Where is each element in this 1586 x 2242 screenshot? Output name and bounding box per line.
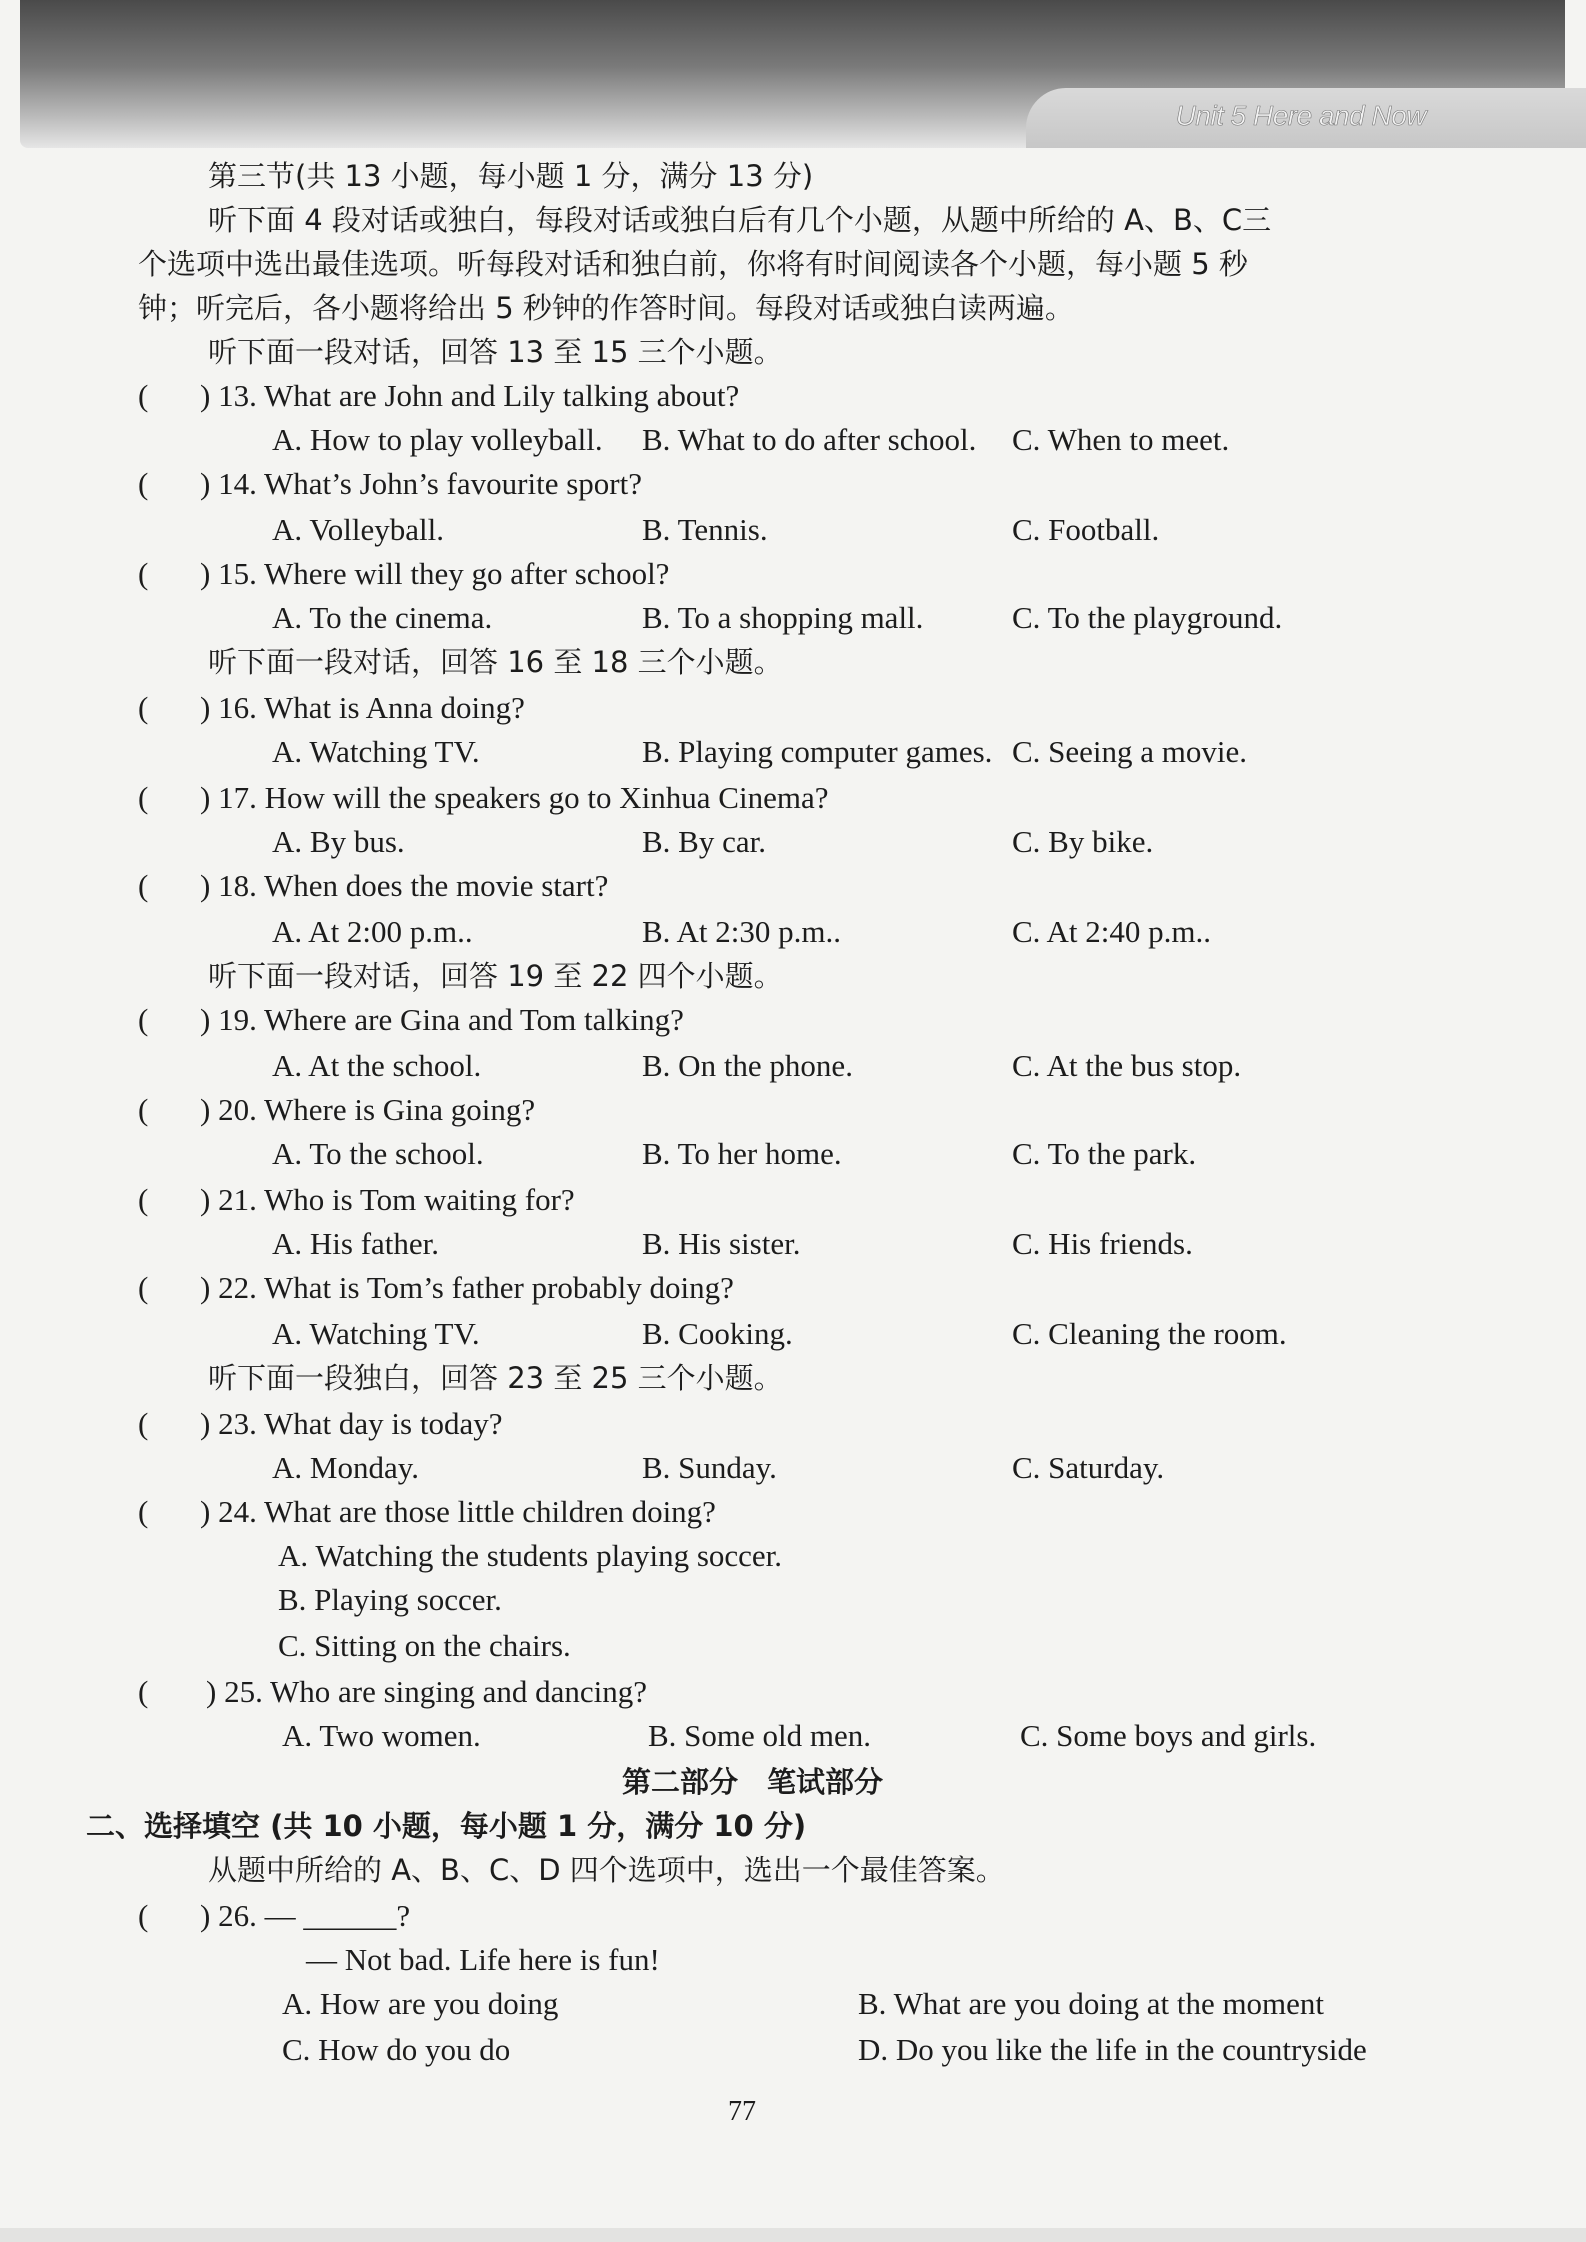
- option-b[interactable]: B. Some old men.: [648, 1718, 872, 1753]
- instruction-line: 从题中所给的 A、B、C、D 四个选项中，选出一个最佳答案。: [208, 1853, 1005, 1887]
- option-c[interactable]: C. Cleaning the room.: [1012, 1316, 1287, 1351]
- section-title: 第三节(共 13 小题，每小题 1 分，满分 13 分): [208, 159, 814, 193]
- question-stem: ) 16. What is Anna doing?: [200, 690, 525, 725]
- option-c[interactable]: C. At the bus stop.: [1012, 1048, 1242, 1083]
- option-b[interactable]: B. What are you doing at the moment: [858, 1986, 1325, 2021]
- option-a[interactable]: A. How to play volleyball.: [272, 422, 603, 457]
- group-heading: 听下面一段对话，回答 16 至 18 三个小题。: [208, 645, 783, 679]
- answer-paren[interactable]: (: [138, 868, 149, 903]
- option-a[interactable]: A. To the cinema.: [272, 600, 493, 635]
- instruction-line-2: 个选项中选出最佳选项。听每段对话和独白前，你将有时间阅读各个小题，每小题 5 秒: [138, 247, 1248, 281]
- option-b[interactable]: B. At 2:30 p.m..: [642, 914, 841, 949]
- option-a[interactable]: A. Two women.: [282, 1718, 481, 1753]
- answer-paren[interactable]: (: [138, 1406, 149, 1441]
- question-stem: ) 15. Where will they go after school?: [200, 556, 670, 591]
- answer-paren[interactable]: (: [138, 1182, 149, 1217]
- answer-paren[interactable]: (: [138, 1270, 149, 1305]
- option-c[interactable]: C. To the playground.: [1012, 600, 1283, 635]
- answer-paren[interactable]: (: [138, 780, 149, 815]
- option-c[interactable]: C. Sitting on the chairs.: [278, 1628, 571, 1663]
- option-b[interactable]: B. Tennis.: [642, 512, 768, 547]
- page-bottom-edge: [0, 2228, 1586, 2242]
- option-c[interactable]: C. When to meet.: [1012, 422, 1230, 457]
- option-b[interactable]: B. To a shopping mall.: [642, 600, 924, 635]
- option-b[interactable]: B. On the phone.: [642, 1048, 853, 1083]
- option-a[interactable]: A. To the school.: [272, 1136, 484, 1171]
- option-c[interactable]: C. At 2:40 p.m..: [1012, 914, 1211, 949]
- option-c[interactable]: C. Football.: [1012, 512, 1160, 547]
- option-b[interactable]: B. By car.: [642, 824, 766, 859]
- option-c[interactable]: C. His friends.: [1012, 1226, 1193, 1261]
- answer-paren[interactable]: (: [138, 1002, 149, 1037]
- question-stem: ) 14. What’s John’s favourite sport?: [200, 466, 642, 501]
- option-b[interactable]: B. Sunday.: [642, 1450, 777, 1485]
- option-d[interactable]: D. Do you like the life in the countryside: [858, 2032, 1367, 2067]
- answer-paren[interactable]: (: [138, 690, 149, 725]
- question-stem: ) 19. Where are Gina and Tom talking?: [200, 1002, 684, 1037]
- part-title: 第二部分 笔试部分: [622, 1765, 884, 1799]
- instruction-line-1: 听下面 4 段对话或独白，每段对话或独白后有几个小题，从题中所给的 A、B、C三: [208, 203, 1272, 237]
- page-number: 77: [728, 2096, 756, 2127]
- option-b[interactable]: B. To her home.: [642, 1136, 842, 1171]
- answer-paren[interactable]: (: [138, 1494, 149, 1529]
- dialogue-reply: — Not bad. Life here is fun!: [306, 1942, 660, 1977]
- unit-title: Unit 5 Here and Now: [1175, 100, 1426, 131]
- question-stem: ) 23. What day is today?: [200, 1406, 503, 1441]
- question-stem: ) 26. — ______?: [200, 1898, 411, 1933]
- answer-paren[interactable]: (: [138, 1898, 149, 1933]
- question-stem: ) 21. Who is Tom waiting for?: [200, 1182, 575, 1217]
- option-b[interactable]: B. Cooking.: [642, 1316, 793, 1351]
- question-stem: ) 24. What are those little children doing?: [200, 1494, 716, 1529]
- option-c[interactable]: C. Seeing a movie.: [1012, 734, 1248, 769]
- option-b[interactable]: B. Playing soccer.: [278, 1582, 502, 1617]
- option-a[interactable]: A. Monday.: [272, 1450, 419, 1485]
- group-heading: 听下面一段对话，回答 13 至 15 三个小题。: [208, 335, 783, 369]
- option-c[interactable]: C. Saturday.: [1012, 1450, 1165, 1485]
- option-c[interactable]: C. Some boys and girls.: [1020, 1718, 1317, 1753]
- answer-paren[interactable]: (: [138, 466, 149, 501]
- group-heading: 听下面一段对话，回答 19 至 22 四个小题。: [208, 959, 783, 993]
- option-a[interactable]: A. His father.: [272, 1226, 440, 1261]
- answer-paren[interactable]: (: [138, 1092, 149, 1127]
- group-heading: 听下面一段独白，回答 23 至 25 三个小题。: [208, 1361, 783, 1395]
- option-a[interactable]: A. At the school.: [272, 1048, 482, 1083]
- question-stem: ) 17. How will the speakers go to Xinhua Cinema?: [200, 780, 829, 815]
- answer-paren[interactable]: (: [138, 378, 149, 413]
- instruction-line-3: 钟；听完后，各小题将给出 5 秒钟的作答时间。每段对话或独白读两遍。: [138, 291, 1074, 325]
- option-b[interactable]: B. His sister.: [642, 1226, 801, 1261]
- question-stem: ) 22. What is Tom’s father probably doing?: [200, 1270, 734, 1305]
- option-c[interactable]: C. How do you do: [282, 2032, 511, 2067]
- option-a[interactable]: A. Watching the students playing soccer.: [278, 1538, 783, 1573]
- option-a[interactable]: A. Watching TV.: [272, 1316, 480, 1351]
- option-b[interactable]: B. Playing computer games.: [642, 734, 993, 769]
- option-a[interactable]: A. At 2:00 p.m..: [272, 914, 473, 949]
- section-title: 二、选择填空 (共 10 小题，每小题 1 分，满分 10 分): [86, 1809, 807, 1843]
- option-a[interactable]: A. Watching TV.: [272, 734, 480, 769]
- option-c[interactable]: C. By bike.: [1012, 824, 1154, 859]
- answer-paren[interactable]: (: [138, 556, 149, 591]
- option-c[interactable]: C. To the park.: [1012, 1136, 1197, 1171]
- answer-paren[interactable]: (: [138, 1674, 149, 1709]
- question-stem: ) 13. What are John and Lily talking about?: [200, 378, 740, 413]
- question-stem: ) 20. Where is Gina going?: [200, 1092, 536, 1127]
- question-stem: ) 18. When does the movie start?: [200, 868, 609, 903]
- option-a[interactable]: A. Volleyball.: [272, 512, 444, 547]
- question-stem: ) 25. Who are singing and dancing?: [206, 1674, 648, 1709]
- option-a[interactable]: A. By bus.: [272, 824, 405, 859]
- option-a[interactable]: A. How are you doing: [282, 1986, 559, 2021]
- option-b[interactable]: B. What to do after school.: [642, 422, 977, 457]
